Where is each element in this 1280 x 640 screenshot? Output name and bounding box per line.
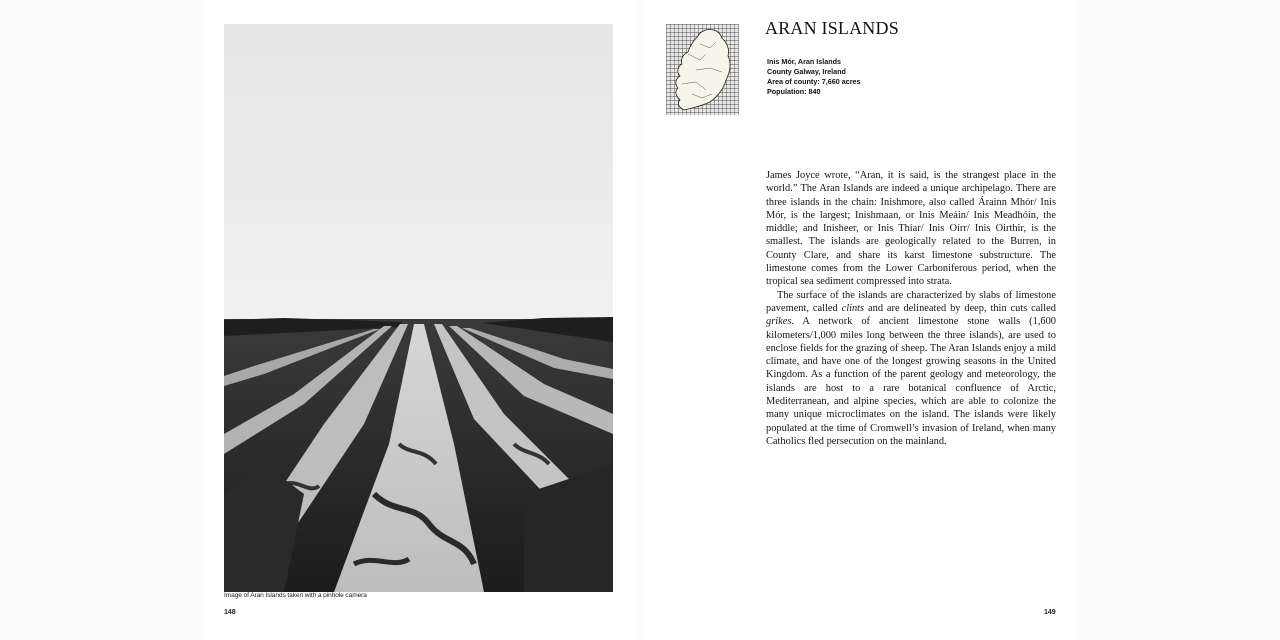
- page-number-right: 149: [1044, 609, 1056, 616]
- article-body: [766, 169, 1056, 448]
- paragraph-2: The surface of the islands are characterized by slabs of limestone pavement, called clints and are delineated by deep, thin cuts called grikes. A network of ancient limestone stone walls (1,600 kilometers/1,000 miles long between the three islands), are used to enclose fields for the grazing of sheep. The Aran Islands enjoy a mild climate, and have one of the longest growing seasons in the United Kingdom. As a function of the parent geology and meteorology, the islands are host to a rare botanical confluence of Arctic, Mediterranean, and alpine species, which are able to colonize the many unique microclimates on the island. The islands were likely populated at the time of Cromwell’s invasion of Ireland, when many Catholics fled persecution on the mainland.: [766, 289, 1056, 447]
- location-name: Inis Mór, Aran Islands: [767, 57, 842, 66]
- area-value: Area of county: 7,660 acres: [767, 77, 861, 86]
- location-details: [767, 57, 860, 97]
- county-name: County Galway, Ireland: [767, 67, 846, 76]
- page-title: ARAN ISLANDS: [765, 18, 899, 38]
- photo-caption: Image of Aran Islands taken with a pinhole camera: [224, 592, 367, 599]
- population-value: Population: 840: [767, 87, 821, 96]
- aran-islands-photo: [224, 24, 613, 592]
- ireland-map: [666, 24, 739, 115]
- page-number-left: 148: [224, 609, 236, 616]
- paragraph-1: James Joyce wrote, “Aran, it is said, is the strangest place in the world.” The Aran Islands are indeed a unique archipelago. There are three islands in the chain: Inishmore, also called Árainn Mhór/ Inis Mór, is the largest; Inishmaan, or Inis Meáin/ Inis Meadhóin, the middle; and Inisheer, or Inis Thiar/ Inis Oírr/ Inis Oirthir, is the smallest. The islands are geologically related to the Burren, in County Clare, and share its karst limestone substructure. The limestone comes from the Lower Carboniferous period, when the tropical sea sediment compressed into strata.: [766, 170, 1056, 288]
